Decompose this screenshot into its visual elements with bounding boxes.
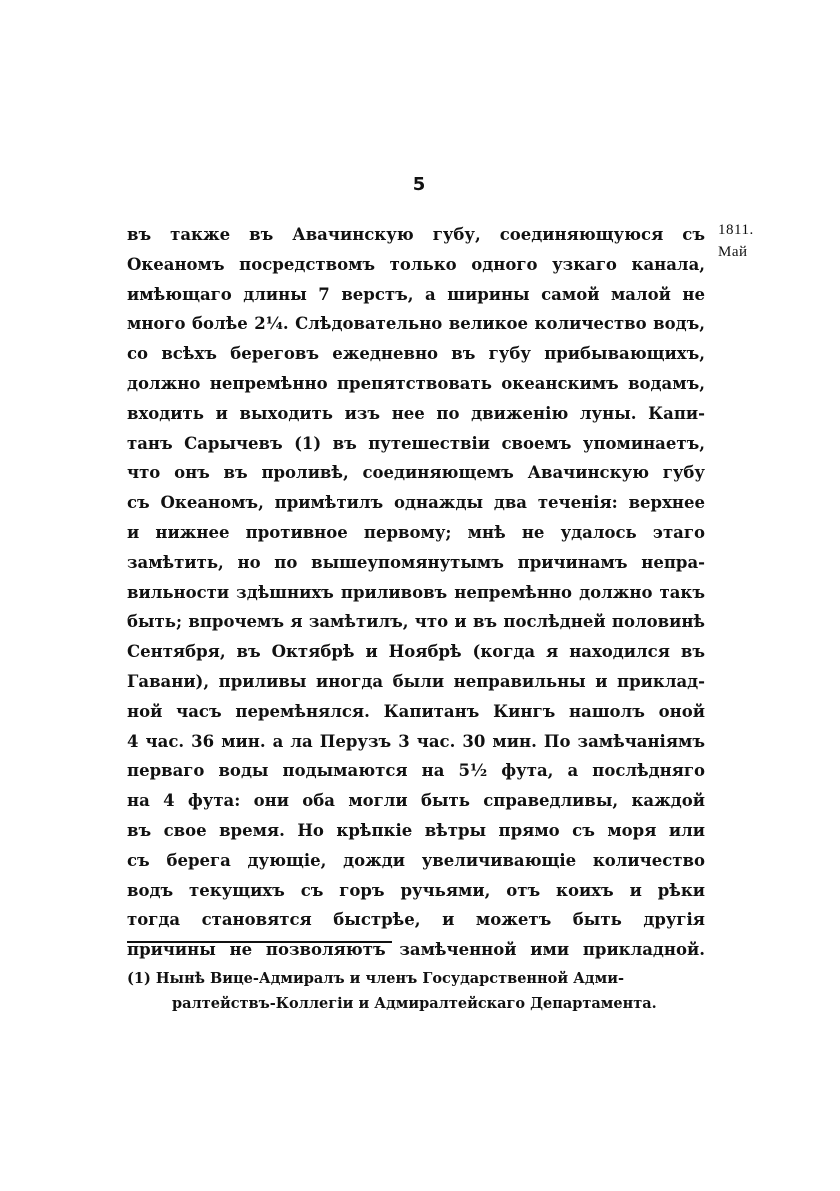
text-line: быть; впрочемъ я замѣтилъ, что и въ послѣдней половинѣ <box>127 612 705 632</box>
text-line: Сентября, въ Октябрѣ и Ноябрѣ (когда я находился въ <box>127 642 705 662</box>
text-line: въ также въ Авачинскую губу, соединяющуюся съ <box>127 225 705 244</box>
text-line: съ Океаномъ, примѣтилъ однажды два теченія: верхнее <box>127 493 705 513</box>
text-line: перваго воды подымаются на 5½ фута, а послѣдняго <box>127 761 705 781</box>
text-line: танъ Сарычевъ (1) въ путешествіи своемъ упоминаетъ, <box>127 433 705 453</box>
footnote-divider <box>127 941 392 943</box>
text-line: Океаномъ посредствомъ только одного узкаго канала, <box>127 254 705 274</box>
text-line: на 4 фута: они оба могли быть справедливы, каждой <box>127 791 705 811</box>
page-number: 5 <box>412 174 426 195</box>
text-line: ной часъ перемѣнялся. Капитанъ Кингъ нашолъ оной <box>127 701 705 721</box>
footnote <box>127 966 717 1016</box>
margin-note-month: Май <box>718 244 748 260</box>
body-text <box>127 220 705 965</box>
footnote-line: (1) Нынѣ Вице-Адмиралъ и членъ Государственной Адми- <box>127 970 624 987</box>
text-line: въ свое время. Но крѣпкіе вѣтры прямо съ моря или <box>127 820 705 840</box>
footnote-line: ралтействъ-Коллегіи и Адмиралтейскаго Департамента. <box>172 995 657 1012</box>
text-line: вильности здѣшнихъ приливовъ непремѣнно должно такъ <box>127 582 705 602</box>
text-line: входить и выходить изъ нее по движенію луны. Капи- <box>127 403 705 423</box>
margin-note-year: 1811. <box>718 222 754 238</box>
text-line: имѣющаго длины 7 верстъ, а ширины самой малой не <box>127 284 705 304</box>
text-line: со всѣхъ береговъ ежедневно въ губу прибывающихъ, <box>127 344 705 364</box>
margin-note <box>718 219 782 263</box>
text-line: водъ текущихъ съ горъ ручьями, отъ коихъ и рѣки <box>127 880 705 900</box>
text-line: что онъ въ проливѣ, соединяющемъ Авачинскую губу <box>127 463 705 483</box>
text-line: причины не позволяютъ замѣченной ими прикладной. <box>127 940 705 960</box>
text-line: Гавани), приливы иногда были неправильны и приклад- <box>127 671 705 691</box>
text-line: должно непремѣнно препятствовать океанскимъ водамъ, <box>127 373 705 393</box>
text-line: замѣтить, но по вышеупомянутымъ причинамъ непра- <box>127 552 705 572</box>
text-line: и нижнее противное первому; мнѣ не удалось этаго <box>127 522 705 542</box>
text-line: 4 час. 36 мин. а ла Перузъ 3 час. 30 мин. По замѣчаніямъ <box>127 731 705 751</box>
text-line: много болѣе 2¼. Слѣдовательно великое количество водъ, <box>127 314 705 334</box>
text-line: съ берега дующіе, дожди увеличивающіе количество <box>127 850 705 870</box>
text-line: тогда становятся быстрѣе, и можетъ быть другія <box>127 910 705 930</box>
